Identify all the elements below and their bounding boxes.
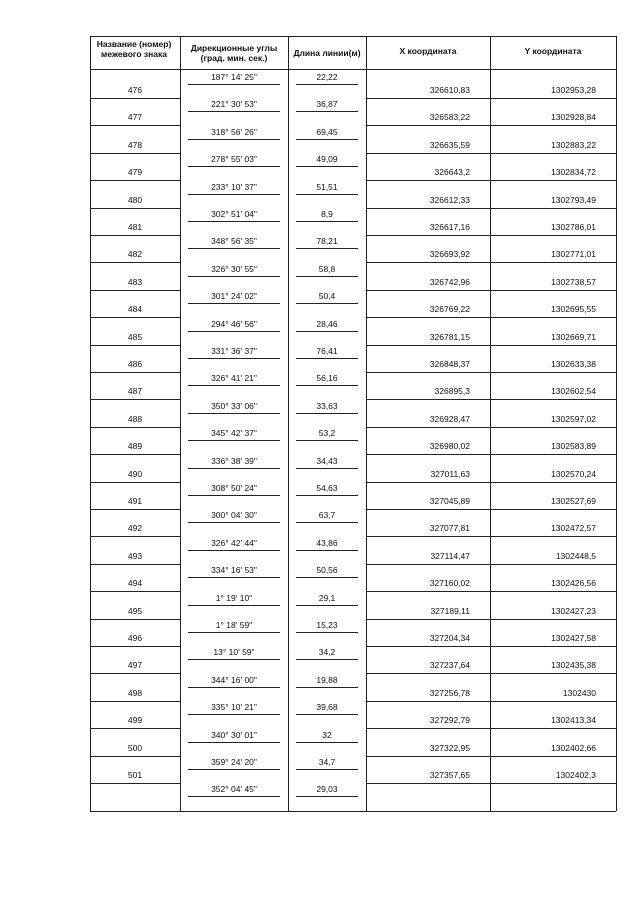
segment-underline xyxy=(296,605,358,606)
segment-underline xyxy=(188,194,280,195)
segment-underline xyxy=(296,522,358,523)
point-row-border xyxy=(490,372,616,373)
point-row-border xyxy=(90,372,180,373)
x-coordinate-cell: 326617,16 xyxy=(429,222,470,232)
segment-underline xyxy=(188,166,280,167)
line-length-cell: 56,16 xyxy=(316,373,338,384)
point-name-cell: 477 xyxy=(127,112,143,123)
segment-underline xyxy=(296,194,358,195)
y-coordinate-cell: 1302427,23 xyxy=(551,605,596,616)
point-row-border xyxy=(90,427,180,428)
direction-angle-cell: 300° 04' 30" xyxy=(211,510,257,521)
point-row-border xyxy=(90,509,180,510)
direction-angle-cell: 308° 50' 24" xyxy=(211,483,257,493)
y-coordinate-cell: 1302570,24 xyxy=(551,468,596,479)
direction-angle-cell: 326° 30' 55" xyxy=(211,263,257,274)
line-length-cell: 32 xyxy=(322,729,332,740)
x-coordinate-cell: 327077,81 xyxy=(429,523,470,534)
line-length-cell: 50,56 xyxy=(316,565,338,576)
segment-underline xyxy=(296,331,358,332)
point-row-border xyxy=(90,454,180,455)
header-direction-angle: Дирекционные углы (град. мин. сек.) xyxy=(190,43,278,63)
point-row-border xyxy=(366,619,490,620)
line-length-cell: 34,43 xyxy=(316,455,338,466)
direction-angle-cell: 233° 10' 37" xyxy=(211,181,257,192)
direction-angle-cell: 348° 56' 35" xyxy=(211,236,257,247)
segment-underline xyxy=(296,714,358,715)
y-coordinate-cell: 1302527,69 xyxy=(551,496,596,506)
point-row-border xyxy=(490,399,616,400)
point-row-border xyxy=(90,536,180,537)
point-row-border xyxy=(490,262,616,263)
point-row-border xyxy=(90,482,180,483)
y-coordinate-cell: 1302413,34 xyxy=(551,715,596,726)
segment-underline xyxy=(188,714,280,715)
y-coordinate-cell: 1302771,01 xyxy=(551,249,596,260)
segment-underline xyxy=(296,769,358,770)
line-length-cell: 50,4 xyxy=(318,291,336,302)
point-row-border xyxy=(490,98,616,99)
point-row-border xyxy=(366,180,490,181)
point-name-cell: 497 xyxy=(127,660,143,671)
point-row-border xyxy=(90,673,180,674)
point-row-border xyxy=(90,783,180,784)
point-row-border xyxy=(90,180,180,181)
segment-underline xyxy=(188,248,280,249)
y-coordinate-cell: 1302793,49 xyxy=(551,194,596,205)
segment-underline xyxy=(188,139,280,140)
direction-angle-cell: 345° 42' 37" xyxy=(211,428,257,439)
y-coordinate-cell: 1302430 xyxy=(562,687,596,698)
segment-underline xyxy=(296,111,358,112)
segment-underline xyxy=(188,84,280,85)
point-row-border xyxy=(490,482,616,483)
point-row-border xyxy=(490,646,616,647)
point-row-border xyxy=(90,235,180,236)
point-row-border xyxy=(90,125,180,126)
y-coordinate-cell: 1302883,22 xyxy=(551,139,596,150)
y-coordinate-cell: 1302597,02 xyxy=(551,413,596,424)
x-coordinate-cell: 326781,15 xyxy=(429,331,470,342)
direction-angle-cell: 187° 14' 25" xyxy=(211,72,257,82)
point-row-border xyxy=(90,591,180,592)
point-name-cell: 492 xyxy=(127,523,143,534)
point-name-cell: 499 xyxy=(127,715,143,726)
y-coordinate-cell: 1302427,58 xyxy=(551,633,596,643)
column-divider xyxy=(616,36,617,811)
point-row-border xyxy=(366,509,490,510)
y-coordinate-cell: 1302928,84 xyxy=(551,112,596,123)
segment-underline xyxy=(188,303,280,304)
segment-underline xyxy=(296,468,358,469)
segment-underline xyxy=(296,796,358,797)
line-length-cell: 51,51 xyxy=(316,181,338,192)
point-row-border xyxy=(90,619,180,620)
line-length-cell: 58,8 xyxy=(318,263,336,274)
header-bottom-border xyxy=(90,69,616,70)
x-coordinate-cell: 327045,89 xyxy=(429,496,470,506)
point-name-cell: 490 xyxy=(127,468,143,479)
point-row-border xyxy=(366,427,490,428)
segment-underline xyxy=(188,742,280,743)
point-row-border xyxy=(490,290,616,291)
direction-angle-cell: 326° 42' 44" xyxy=(211,537,257,548)
segment-underline xyxy=(188,632,280,633)
point-row-border xyxy=(90,728,180,729)
direction-angle-cell: 1° 19' 10" xyxy=(215,592,253,603)
y-coordinate-cell: 1302602,54 xyxy=(551,386,596,397)
x-coordinate-cell: 326610,83 xyxy=(429,85,470,95)
point-row-border xyxy=(90,208,180,209)
line-length-cell: 76,41 xyxy=(316,346,338,356)
direction-angle-cell: 335° 10' 21" xyxy=(211,702,257,713)
point-name-cell: 491 xyxy=(127,496,143,506)
x-coordinate-cell: 327204,34 xyxy=(429,633,470,643)
segment-underline xyxy=(296,742,358,743)
point-row-border xyxy=(366,482,490,483)
point-name-cell: 479 xyxy=(127,167,143,178)
header-point-name: Название (номер) межевого знака xyxy=(96,39,172,59)
segment-underline xyxy=(296,413,358,414)
line-length-cell: 29,1 xyxy=(318,592,336,603)
point-name-cell: 476 xyxy=(127,85,143,95)
point-row-border xyxy=(366,756,490,757)
point-row-border xyxy=(366,454,490,455)
line-length-cell: 78,21 xyxy=(316,236,338,247)
y-coordinate-cell: 1302426,56 xyxy=(551,578,596,589)
line-length-cell: 28,46 xyxy=(316,318,338,329)
point-name-cell: 486 xyxy=(127,359,143,369)
point-row-border xyxy=(490,756,616,757)
line-length-cell: 63,7 xyxy=(318,510,336,521)
y-coordinate-cell: 1302834,72 xyxy=(551,167,596,178)
segment-underline xyxy=(296,440,358,441)
x-coordinate-cell: 327011,63 xyxy=(430,468,470,479)
x-coordinate-cell: 326928,47 xyxy=(429,413,470,424)
line-length-cell: 36,87 xyxy=(316,99,338,110)
y-coordinate-cell: 1302786,01 xyxy=(551,222,596,232)
segment-underline xyxy=(296,632,358,633)
point-name-cell: 488 xyxy=(127,413,143,424)
point-row-border xyxy=(490,317,616,318)
direction-angle-cell: 318° 56' 26" xyxy=(211,126,257,137)
segment-underline xyxy=(296,276,358,277)
segment-underline xyxy=(188,468,280,469)
segment-underline xyxy=(188,522,280,523)
header-line-length: Длина линии(м) xyxy=(293,48,361,58)
segment-underline xyxy=(188,659,280,660)
segment-underline xyxy=(296,385,358,386)
segment-underline xyxy=(188,769,280,770)
point-row-border xyxy=(90,262,180,263)
point-name-cell: 501 xyxy=(127,770,143,780)
segment-underline xyxy=(296,303,358,304)
point-row-border xyxy=(366,728,490,729)
point-row-border xyxy=(90,345,180,346)
segment-underline xyxy=(188,440,280,441)
point-row-border xyxy=(490,345,616,346)
direction-angle-cell: 302° 51' 04" xyxy=(211,209,257,219)
segment-underline xyxy=(296,495,358,496)
segment-underline xyxy=(188,605,280,606)
segment-underline xyxy=(188,331,280,332)
point-row-border xyxy=(366,208,490,209)
y-coordinate-cell: 1302583,89 xyxy=(551,441,596,452)
point-name-cell: 493 xyxy=(127,550,143,561)
segment-underline xyxy=(188,385,280,386)
point-name-cell: 496 xyxy=(127,633,143,643)
point-row-border xyxy=(366,646,490,647)
point-row-border xyxy=(366,262,490,263)
segment-underline xyxy=(296,550,358,551)
y-coordinate-cell: 1302738,57 xyxy=(551,276,596,287)
y-coordinate-cell: 1302402,3 xyxy=(555,770,596,780)
segment-underline xyxy=(296,84,358,85)
line-length-cell: 39,68 xyxy=(316,702,338,713)
point-row-border xyxy=(490,125,616,126)
segment-underline xyxy=(188,796,280,797)
line-length-cell: 22,22 xyxy=(316,72,338,82)
point-row-border xyxy=(490,591,616,592)
point-name-cell: 480 xyxy=(127,194,143,205)
direction-angle-cell: 334° 16' 53" xyxy=(211,565,257,576)
point-name-cell: 495 xyxy=(127,605,143,616)
y-coordinate-cell: 1302695,55 xyxy=(551,304,596,315)
line-length-cell: 34,7 xyxy=(318,757,336,767)
point-row-border xyxy=(366,317,490,318)
direction-angle-cell: 336° 38' 39" xyxy=(211,455,257,466)
point-row-border xyxy=(490,153,616,154)
point-row-border xyxy=(490,728,616,729)
table-top-border xyxy=(90,36,616,37)
line-length-cell: 33,63 xyxy=(316,400,338,411)
segment-underline xyxy=(296,687,358,688)
segment-underline xyxy=(188,550,280,551)
y-coordinate-cell: 1302435,38 xyxy=(551,660,596,671)
direction-angle-cell: 340° 30' 01" xyxy=(211,729,257,740)
y-coordinate-cell: 1302402,66 xyxy=(551,742,596,753)
line-length-cell: 54,63 xyxy=(316,483,338,493)
segment-underline xyxy=(188,358,280,359)
point-row-border xyxy=(90,153,180,154)
segment-underline xyxy=(296,577,358,578)
x-coordinate-cell: 327114,47 xyxy=(430,550,470,561)
segment-underline xyxy=(188,687,280,688)
line-length-cell: 34,2 xyxy=(318,647,336,658)
x-coordinate-cell: 326848,37 xyxy=(429,359,470,369)
line-length-cell: 19,88 xyxy=(316,674,338,685)
point-row-border xyxy=(366,701,490,702)
point-row-border xyxy=(366,125,490,126)
x-coordinate-cell: 326895,3 xyxy=(434,386,470,397)
point-name-cell: 482 xyxy=(127,249,143,260)
point-row-border xyxy=(490,701,616,702)
point-row-border xyxy=(490,427,616,428)
point-row-border xyxy=(366,399,490,400)
x-coordinate-cell: 327256,78 xyxy=(429,687,470,698)
x-coordinate-cell: 326742,96 xyxy=(429,276,470,287)
direction-angle-cell: 1° 18' 59" xyxy=(215,620,253,630)
direction-angle-cell: 326° 41' 21" xyxy=(211,373,257,384)
table-bottom-border xyxy=(90,811,616,812)
point-row-border xyxy=(490,673,616,674)
segment-underline xyxy=(296,659,358,660)
segment-underline xyxy=(188,413,280,414)
x-coordinate-cell: 327292,79 xyxy=(429,715,470,726)
x-coordinate-cell: 327189,11 xyxy=(430,605,470,616)
y-coordinate-cell: 1302669,71 xyxy=(551,331,596,342)
column-divider xyxy=(288,36,289,811)
direction-angle-cell: 331° 36' 37" xyxy=(211,346,257,356)
x-coordinate-cell: 326583,22 xyxy=(429,112,470,123)
point-row-border xyxy=(366,673,490,674)
line-length-cell: 53,2 xyxy=(318,428,336,439)
point-row-border xyxy=(90,317,180,318)
point-row-border xyxy=(366,290,490,291)
x-coordinate-cell: 326612,33 xyxy=(429,194,470,205)
point-name-cell: 481 xyxy=(127,222,143,232)
point-row-border xyxy=(490,509,616,510)
x-coordinate-cell: 327237,64 xyxy=(429,660,470,671)
segment-underline xyxy=(296,139,358,140)
column-divider xyxy=(180,36,181,811)
segment-underline xyxy=(188,111,280,112)
y-coordinate-cell: 1302472,57 xyxy=(551,523,596,534)
point-name-cell: 478 xyxy=(127,139,143,150)
point-row-border xyxy=(366,591,490,592)
line-length-cell: 8,9 xyxy=(321,209,333,219)
point-name-cell: 483 xyxy=(127,276,143,287)
line-length-cell: 69,45 xyxy=(316,126,338,137)
point-row-border xyxy=(366,372,490,373)
point-row-border xyxy=(490,564,616,565)
point-row-border xyxy=(366,235,490,236)
x-coordinate-cell: 326980,02 xyxy=(429,441,470,452)
point-row-border xyxy=(90,399,180,400)
y-coordinate-cell: 1302448,5 xyxy=(555,550,596,561)
direction-angle-cell: 352° 04' 45" xyxy=(211,784,257,795)
x-coordinate-cell: 326635,59 xyxy=(429,139,470,150)
segment-underline xyxy=(296,166,358,167)
point-row-border xyxy=(90,646,180,647)
x-coordinate-cell: 326769,22 xyxy=(429,304,470,315)
segment-underline xyxy=(188,577,280,578)
point-name-cell: 487 xyxy=(127,386,143,397)
segment-underline xyxy=(296,248,358,249)
direction-angle-cell: 359° 24' 20" xyxy=(211,757,257,767)
point-row-border xyxy=(90,701,180,702)
point-row-border xyxy=(366,783,490,784)
x-coordinate-cell: 327322,95 xyxy=(429,742,470,753)
point-row-border xyxy=(366,153,490,154)
point-name-cell: 498 xyxy=(127,687,143,698)
line-length-cell: 15,23 xyxy=(316,620,338,630)
point-row-border xyxy=(90,290,180,291)
direction-angle-cell: 294° 46' 56" xyxy=(211,318,257,329)
point-row-border xyxy=(490,180,616,181)
header-y-coordinate: Y координата xyxy=(524,46,582,56)
y-coordinate-cell: 1302633,38 xyxy=(551,359,596,369)
y-coordinate-cell: 1302953,28 xyxy=(551,85,596,95)
point-row-border xyxy=(90,98,180,99)
x-coordinate-cell: 326643,2 xyxy=(434,167,470,178)
direction-angle-cell: 13° 10' 59" xyxy=(213,647,255,658)
point-row-border xyxy=(490,208,616,209)
line-length-cell: 29,03 xyxy=(316,784,338,795)
header-x-coordinate: X координата xyxy=(399,46,457,56)
point-row-border xyxy=(366,345,490,346)
point-name-cell: 484 xyxy=(127,304,143,315)
segment-underline xyxy=(296,221,358,222)
x-coordinate-cell: 326693,92 xyxy=(429,249,470,260)
direction-angle-cell: 221° 30' 53" xyxy=(211,99,257,110)
segment-underline xyxy=(188,221,280,222)
segment-underline xyxy=(188,495,280,496)
direction-angle-cell: 350° 33' 06" xyxy=(211,400,257,411)
segment-underline xyxy=(296,358,358,359)
point-row-border xyxy=(366,98,490,99)
x-coordinate-cell: 327357,65 xyxy=(429,770,470,780)
x-coordinate-cell: 327160,02 xyxy=(429,578,470,589)
point-row-border xyxy=(490,235,616,236)
point-name-cell: 494 xyxy=(127,578,143,589)
point-name-cell: 489 xyxy=(127,441,143,452)
point-row-border xyxy=(490,536,616,537)
direction-angle-cell: 301° 24' 02" xyxy=(211,291,257,302)
point-row-border xyxy=(366,536,490,537)
point-name-cell: 500 xyxy=(127,742,143,753)
point-row-border xyxy=(90,564,180,565)
point-row-border xyxy=(490,783,616,784)
point-row-border xyxy=(490,619,616,620)
line-length-cell: 49,09 xyxy=(316,154,338,165)
direction-angle-cell: 278° 55' 03" xyxy=(211,154,257,165)
point-row-border xyxy=(90,756,180,757)
point-row-border xyxy=(490,454,616,455)
segment-underline xyxy=(188,276,280,277)
direction-angle-cell: 344° 16' 00" xyxy=(211,674,257,685)
point-row-border xyxy=(366,564,490,565)
point-name-cell: 485 xyxy=(127,331,143,342)
line-length-cell: 43,86 xyxy=(316,537,338,548)
